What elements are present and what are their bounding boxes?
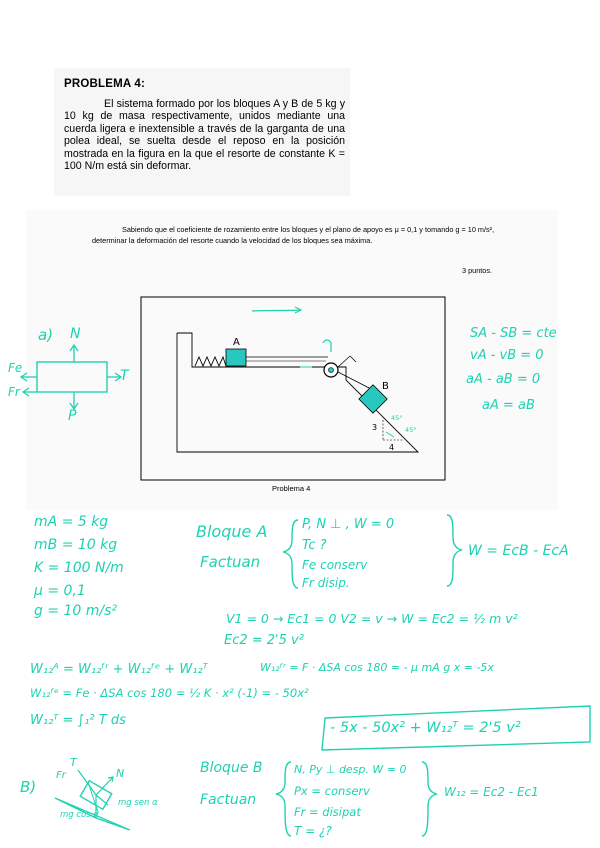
rope-incline bbox=[338, 372, 373, 390]
statement-line: deformar. bbox=[146, 160, 192, 173]
fbd-b-mg-cos: mg cos α bbox=[60, 810, 99, 820]
fbd-b-normal: N bbox=[116, 767, 125, 780]
ec2-line: Ec2 = 2'5 v² bbox=[224, 633, 304, 648]
slope-horizontal-label: 4 bbox=[389, 443, 395, 452]
block-a-acting: Factuan bbox=[200, 553, 261, 571]
kinematic-relation: aA - aB = 0 bbox=[466, 372, 541, 387]
slope-vertical-label: 3 bbox=[372, 423, 378, 432]
block-b-result: W₁₂ = Ec2 - Ec1 bbox=[444, 785, 539, 799]
fbd-a-normal: N bbox=[70, 326, 81, 342]
label-a: A bbox=[233, 337, 240, 348]
part-a-label: a) bbox=[38, 326, 54, 344]
given-data: K = 100 N/m bbox=[34, 560, 124, 576]
spring-icon bbox=[195, 357, 226, 366]
block-b-force: Fr = disipat bbox=[294, 805, 361, 819]
work-sum: W₁₂ᴬ = W₁₂ᶠʳ + W₁₂ᶠᵉ + W₁₂ᵀ bbox=[30, 662, 208, 677]
block-a bbox=[226, 349, 246, 366]
given-data: mA = 5 kg bbox=[34, 514, 109, 530]
kinematic-relation: vA - vB = 0 bbox=[470, 348, 544, 363]
block-b-acting: Factuan bbox=[200, 792, 257, 808]
angle-label: 45° bbox=[405, 426, 417, 434]
fbd-b-friction: Fr bbox=[56, 770, 66, 781]
block-a-force: P, N ⊥ , W = 0 bbox=[302, 517, 395, 532]
block-b-force: T = ¿? bbox=[294, 824, 332, 838]
figure-frame bbox=[141, 297, 445, 480]
fbd-a-fe: Fe bbox=[8, 361, 23, 375]
block-b-force: Px = conserv bbox=[294, 784, 370, 798]
statement-line: reposo en la posición mostrada en la figura en la que bbox=[64, 135, 346, 160]
block-a-force: Tc ? bbox=[302, 538, 327, 553]
brace-block-b-right bbox=[422, 762, 437, 836]
block-b-title: Bloque B bbox=[200, 760, 263, 776]
fbd-b-tension: T bbox=[70, 756, 77, 769]
work-spring: W₁₂ᶠᵉ = Fe · ΔSA cos 180 = ½ K · x² (-1) = - 50x² bbox=[30, 686, 309, 700]
kinematic-relation: aA = aB bbox=[482, 398, 535, 413]
statement-line: la garganta de una polea ideal, se suelta desde el bbox=[64, 122, 345, 148]
block-b-force: N, Py ⊥ desp. W = 0 bbox=[294, 763, 407, 776]
brace-block-b-left bbox=[276, 762, 291, 836]
problem-title: PROBLEMA 4: bbox=[64, 78, 145, 90]
label-b: B bbox=[382, 381, 389, 392]
figure-caption: Problema 4 bbox=[272, 484, 311, 493]
kinematic-relation: SA - SB = cte bbox=[470, 326, 557, 341]
brace-block-a-left bbox=[283, 520, 298, 588]
energy-line: V1 = 0 → Ec1 = 0 V2 = v → W = Ec2 = ½ m v² bbox=[226, 611, 518, 626]
given-data: mB = 10 kg bbox=[34, 537, 118, 553]
fbd-a-weight: P bbox=[68, 408, 77, 424]
question-line: tomando g = 10 m/s², determinar la deformación del resorte cuando la velocidad de los bloques sea bbox=[92, 225, 495, 245]
points-label: 3 puntos. bbox=[462, 266, 493, 275]
statement-line: mediante una cuerda ligera e inextensible a través de bbox=[64, 110, 345, 135]
angle-label: 45° bbox=[391, 414, 403, 422]
given-data: μ = 0,1 bbox=[34, 583, 86, 599]
statement-line: el resorte de constante K = 100 N/m está sin bbox=[64, 147, 345, 173]
work-friction: W₁₂ᶠʳ = F · ΔSA cos 180 = - μ mA g x = -5x bbox=[260, 661, 494, 674]
statement-line: El sistema formado por los bloques A y B de bbox=[104, 98, 314, 110]
table-outline bbox=[177, 333, 418, 452]
boxed-equation: - 5x - 50x² + W₁₂ᵀ = 2'5 v² bbox=[330, 720, 521, 736]
fbd-a-tension: T bbox=[120, 368, 129, 384]
block-a-result: W = EcB - EcA bbox=[468, 543, 569, 559]
part-b-label: B) bbox=[20, 778, 37, 796]
fbd-a-block bbox=[37, 362, 107, 392]
block-a-force: Fr disip. bbox=[302, 576, 350, 590]
fbd-b-mg-sen: mg sen α bbox=[118, 798, 158, 808]
block-a-force: Fe conserv bbox=[302, 558, 368, 572]
fbd-a-fr: Fr bbox=[8, 385, 20, 399]
given-data: g = 10 m/s² bbox=[34, 603, 118, 619]
statement-line: 5 kg y 10 kg de masa respectivamente, unidos bbox=[64, 98, 345, 123]
question-line: Sabiendo que el coeficiente de rozamiento entre los bloques y el plano de apoyo es μ = 0,1 y bbox=[122, 225, 423, 234]
question-line: máxima. bbox=[344, 235, 373, 245]
work-tension: W₁₂ᵀ = ∫₁² T ds bbox=[30, 713, 126, 728]
block-a-title: Bloque A bbox=[196, 522, 268, 541]
brace-block-a-right bbox=[447, 515, 462, 586]
